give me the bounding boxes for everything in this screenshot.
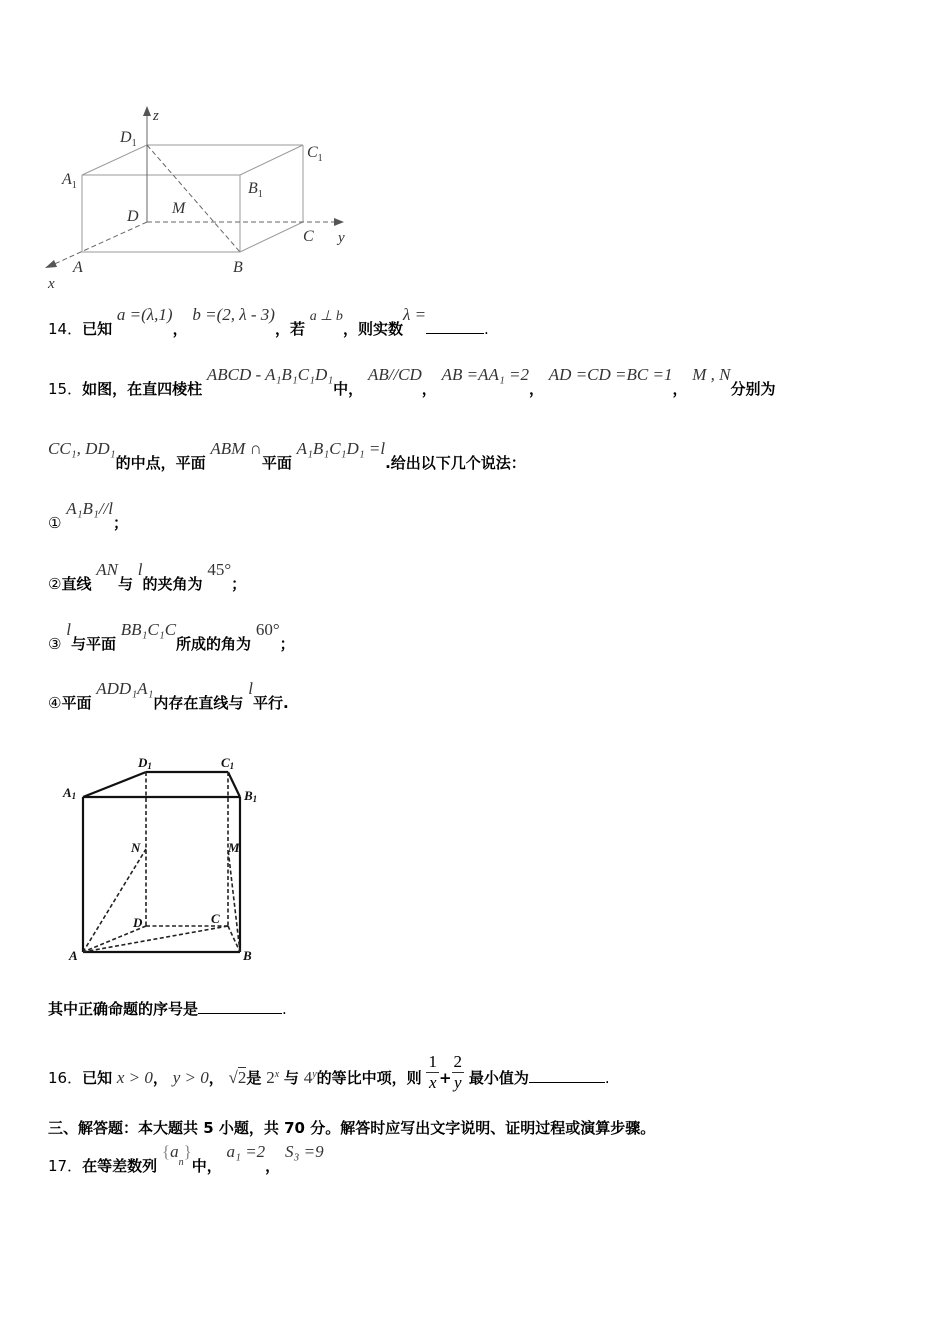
q14-perp: a ⊥ b — [309, 309, 343, 324]
fig1-label-D: D — [127, 208, 139, 225]
fig1-axis-x: x — [48, 276, 55, 292]
fig2-label-B: B — [243, 948, 252, 963]
q15-prism: ABCD - A₁B₁C₁D₁ — [206, 365, 334, 384]
q15-statement-1 — [48, 499, 129, 533]
fig2-label-M: M — [228, 840, 240, 855]
sqrt-icon: √ — [228, 1068, 238, 1087]
q15-s2-angle: 45° — [207, 560, 232, 579]
q16-frac1-den: x — [428, 1073, 437, 1092]
q14-vector-a: a =(λ,1) — [116, 305, 173, 324]
q17-a1: a₁ =2 — [226, 1142, 266, 1161]
q14-lambda: λ = — [402, 305, 427, 324]
q15-s4-math1: ADD₁A₁ — [96, 679, 154, 698]
fig1-axis-z: z — [153, 108, 159, 124]
q15-s3-text2: 所成的角为 — [176, 635, 252, 653]
fig2-label-B1: B1 — [244, 788, 258, 804]
q15-s3-math2: BB₁C₁C — [120, 620, 177, 639]
fig2-label-A: A — [69, 948, 78, 963]
fig1-label-C: C — [303, 228, 314, 245]
fig1-label-A1: $A_1$ — [62, 171, 77, 191]
fig1-label-C1: $C_1$ — [307, 144, 323, 164]
fig1-label-B1: $B_1$ — [248, 180, 263, 200]
fig1-label-A: A — [73, 259, 83, 276]
q15-intro: 如图，在直四棱柱 — [82, 380, 203, 398]
q16-fraction-1 — [426, 1052, 439, 1093]
fig2-label-C: C — [211, 911, 220, 926]
q15-comma-3: ， — [672, 380, 688, 398]
q15-s4-text1: 平面 — [61, 694, 92, 712]
q16-fraction-2 — [452, 1052, 465, 1093]
question-15-line-1 — [48, 365, 776, 399]
q15-s2-text1: 直线 — [61, 575, 92, 593]
q16-plus: + — [438, 1069, 452, 1087]
q17-s3: S₃ =9 — [284, 1142, 324, 1161]
q15-s2-marker: ② — [48, 575, 62, 593]
q15-s2-end: ； — [231, 575, 247, 593]
q16-frac2-den: y — [454, 1073, 462, 1092]
q16-geo-text: 的等比中项，则 — [316, 1069, 422, 1087]
q15-s3-text1: 与平面 — [70, 635, 116, 653]
question-15-line-2 — [48, 439, 526, 473]
q16-x-cond: x > 0 — [116, 1068, 153, 1087]
q15-s4-math2: l — [248, 679, 253, 698]
q16-exp-x: x — [274, 1069, 280, 1080]
fig1-label-M: M — [172, 200, 186, 217]
fig1-axis-y: y — [338, 230, 345, 246]
q14-comma: ， — [172, 320, 188, 338]
q17-brace-close: } — [183, 1142, 192, 1161]
q16-answer-blank[interactable] — [529, 1068, 605, 1083]
question-17 — [48, 1142, 324, 1178]
fig1-label-D1: $D_1$ — [120, 129, 137, 149]
q16-and: 与 — [283, 1069, 299, 1087]
fig2-label-D: D — [133, 915, 143, 930]
q15-s1-end: ； — [113, 514, 129, 532]
q16-is: 是 — [246, 1069, 262, 1087]
q16-y-cond: y > 0 — [172, 1068, 209, 1087]
q14-number: 14． — [48, 320, 83, 338]
q15-s4-text2: 内存在直线与 — [153, 694, 244, 712]
q15-plane-top: A₁B₁C₁D₁ =l — [296, 439, 386, 458]
q15-statement-2 — [48, 560, 247, 594]
q15-statement-4 — [48, 679, 289, 713]
q14-then: ，则实数 — [342, 320, 403, 338]
q15-answer-end: . — [282, 1000, 287, 1018]
q16-two: 2 — [266, 1068, 275, 1087]
q16-number: 16． — [48, 1069, 83, 1087]
q16-comma-2: ， — [208, 1069, 224, 1087]
q16-known: 已知 — [82, 1069, 113, 1087]
q15-s3-marker: ③ — [48, 635, 62, 653]
q15-s3-angle: 60° — [255, 620, 280, 639]
q15-s1-marker: ① — [48, 514, 62, 532]
section-3-heading: 三、解答题：本大题共 5 小题，共 70 分。解答时应写出文字说明、证明过程或演算步骤。 — [48, 1119, 656, 1137]
q15-s1-math: A₁B₁//l — [66, 499, 113, 518]
q15-mid: 中， — [333, 380, 364, 398]
fig2-label-A1: A1 — [63, 785, 77, 801]
q17-number: 17． — [48, 1157, 83, 1175]
q15-s2-math1: AN — [96, 560, 118, 579]
q15-number: 15． — [48, 380, 83, 398]
fig2-label-C1: C1 — [221, 755, 235, 771]
q15-segments: CC₁, DD₁ — [48, 439, 116, 458]
q15-comma-2: ， — [528, 380, 544, 398]
q17-brace-open: { — [161, 1142, 171, 1161]
q15-s3-end: ； — [279, 635, 295, 653]
fig2-label-N: N — [131, 840, 141, 855]
q16-exp-y: y — [312, 1069, 317, 1080]
q15-s2-text2: 与 — [117, 575, 133, 593]
q15-s3-math1: l — [66, 620, 71, 639]
q16-frac2-num: 2 — [453, 1052, 463, 1071]
q17-text: 在等差数列 — [82, 1157, 158, 1175]
q15-cond-ab: AB =AA₁ =2 — [441, 365, 529, 384]
q16-four: 4 — [303, 1068, 313, 1087]
question-14 — [48, 305, 489, 339]
q15-resp: 分别为 — [730, 380, 776, 398]
figure-1-box-diagram — [40, 100, 370, 300]
q15-answer-text: 其中正确命题的序号是 — [48, 1000, 199, 1018]
q17-seq: a — [170, 1142, 179, 1161]
q15-plane-word: 平面 — [261, 454, 292, 472]
q14-if: ，若 — [274, 320, 305, 338]
q16-sqrt-arg: 2 — [237, 1068, 247, 1087]
figure-2-prism-diagram — [60, 750, 270, 970]
q15-answer-line — [48, 998, 287, 1019]
q15-plane-abm: ABM ∩ — [210, 439, 262, 458]
q15-statement-3 — [48, 620, 295, 654]
q14-period: . — [484, 320, 489, 338]
q15-answer-blank[interactable] — [198, 999, 282, 1014]
q14-answer-blank[interactable] — [426, 319, 484, 334]
q15-s2-math2: l — [137, 560, 143, 579]
fig1-label-B: B — [233, 259, 243, 276]
q15-comma-1: ， — [421, 380, 437, 398]
q16-min-text: 最小值为 — [468, 1069, 529, 1087]
question-16 — [48, 1052, 610, 1099]
q15-mn: M , N — [692, 365, 731, 384]
q17-comma: ， — [265, 1157, 281, 1175]
q15-cond-ad: AD =CD =BC =1 — [548, 365, 673, 384]
q16-frac1-num: 1 — [428, 1052, 437, 1071]
q17-seq-sub: n — [178, 1157, 184, 1168]
q15-cond-parallel: AB//CD — [367, 365, 422, 384]
q15-line2-end: .给出以下几个说法： — [385, 454, 526, 472]
q15-s2-text3: 的夹角为 — [142, 575, 203, 593]
q14-known: 已知 — [82, 320, 113, 338]
q16-period: . — [604, 1069, 610, 1087]
fig2-label-D1: D1 — [138, 755, 152, 771]
q16-comma-1: ， — [152, 1069, 168, 1087]
q17-mid: 中， — [191, 1157, 222, 1175]
q15-s4-text3: 平行. — [252, 694, 289, 712]
q15-line2-mid: 的中点，平面 — [115, 454, 206, 472]
q14-vector-b: b =(2, λ - 3) — [192, 305, 275, 324]
q15-s4-marker: ④ — [48, 694, 62, 712]
